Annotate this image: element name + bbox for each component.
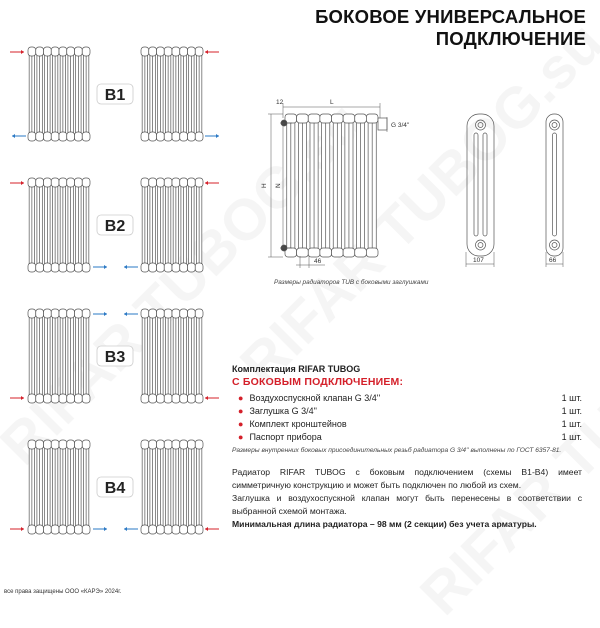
radiator-side-view-107	[467, 114, 494, 256]
dim-h: H	[261, 183, 268, 188]
scheme-label-b4	[97, 477, 133, 497]
kit-item-qty: 1 шт.	[561, 405, 582, 416]
kit-item-qty: 1 шт.	[561, 431, 582, 442]
dim-66: 66	[549, 257, 557, 264]
kit-title: Комплектация RIFAR TUBOG	[232, 364, 361, 374]
kit-section	[232, 364, 582, 454]
dim-n: N	[275, 183, 282, 188]
kit-item	[232, 417, 582, 430]
radiator-side-view-66	[546, 114, 563, 256]
flow-arrow-icon	[124, 312, 138, 316]
thread-size: G 3/4''	[391, 122, 410, 129]
kit-item-name: Комплект кронштейнов	[249, 418, 347, 429]
bullet-icon: ●	[238, 418, 244, 429]
kit-note: Размеры внутренних боковых присоединительных резьб радиатора G 3/4'' выполнены по ГОСТ 6357-81.	[232, 447, 562, 454]
svg-text:B4: B4	[104, 480, 126, 497]
kit-item-qty: 1 шт.	[561, 392, 582, 403]
description-p3: Минимальная длина радиатора – 98 мм (2 секции) без учета арматуры.	[232, 519, 537, 529]
title-line-2: ПОДКЛЮЧЕНИЕ	[435, 28, 586, 49]
dim-l: L	[330, 99, 334, 106]
kit-item	[232, 430, 582, 443]
svg-text:B1: B1	[104, 87, 126, 104]
copyright: все права защищены ООО «КАРЭ» 2024г.	[4, 589, 122, 595]
kit-item	[232, 404, 582, 417]
flow-arrow-icon	[10, 396, 24, 400]
radiator-icon	[285, 114, 378, 257]
kit-item-qty: 1 шт.	[561, 418, 582, 429]
dimension-drawing	[0, 0, 600, 300]
flow-arrow-icon	[93, 312, 107, 316]
kit-item	[232, 391, 582, 404]
bullet-icon: ●	[238, 392, 244, 403]
bullet-icon: ●	[238, 405, 244, 416]
radiator-front-view	[281, 114, 387, 257]
dim-107: 107	[473, 257, 484, 264]
bullet-icon: ●	[238, 431, 244, 442]
radiator-icon	[28, 309, 90, 403]
drawing-caption: Размеры радиаторов TUB с боковыми заглушками	[274, 279, 429, 286]
kit-item-name: Заглушка G 3/4''	[249, 405, 318, 416]
description-p2: Заглушка и воздухоспускной клапан могут быть перенесены в соответствии с выбранной схемой монтажа.	[232, 493, 582, 516]
radiator-icon	[141, 309, 203, 403]
dim-46: 46	[314, 258, 322, 265]
kit-subtitle: С БОКОВЫМ ПОДКЛЮЧЕНИЕМ:	[232, 376, 404, 388]
svg-text:B3: B3	[104, 349, 126, 366]
flow-arrow-icon	[124, 527, 138, 531]
svg-text:B2: B2	[104, 218, 126, 235]
radiator-icon	[141, 440, 203, 534]
kit-item-name: Воздухоспускной клапан G 3/4''	[249, 392, 381, 403]
kit-item-name: Паспорт прибора	[249, 431, 322, 442]
description	[232, 466, 582, 531]
scheme-label-b3	[97, 346, 133, 366]
title-line-1: БОКОВОЕ УНИВЕРСАЛЬНОЕ	[315, 6, 586, 27]
flow-arrow-icon	[10, 527, 24, 531]
flow-arrow-icon	[205, 396, 219, 400]
description-p1: Радиатор RIFAR TUBOG с боковым подключением (схемы B1-B4) имеет симметричную конструкцию и может быть подключен по любой из схем.	[232, 467, 582, 490]
radiator-icon	[28, 440, 90, 534]
flow-arrow-icon	[93, 527, 107, 531]
flow-arrow-icon	[205, 527, 219, 531]
dim-12: 12	[276, 99, 284, 106]
